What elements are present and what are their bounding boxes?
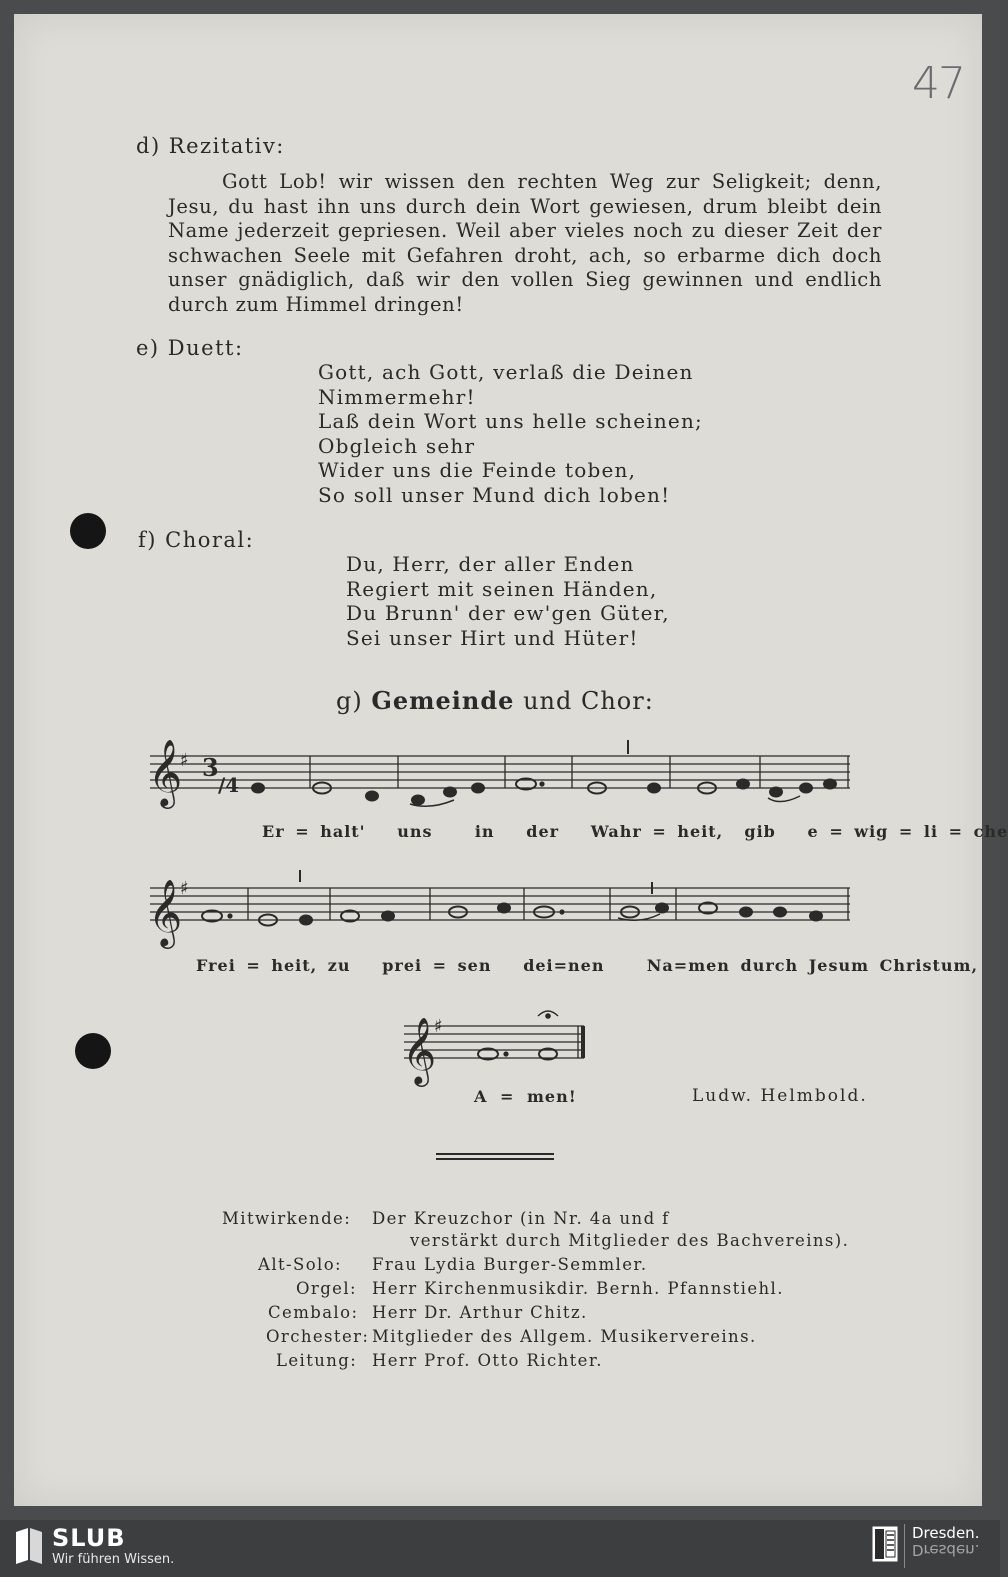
music-staff-1 [140, 726, 860, 806]
hymn-attribution: Ludw. Helmbold. [692, 1086, 868, 1106]
punch-hole [70, 513, 106, 549]
svg-text:3: 3 [202, 753, 219, 782]
svg-text:𝄞: 𝄞 [148, 738, 183, 806]
svg-text:♯: ♯ [434, 1016, 443, 1037]
verse-line: Sei unser Hirt und Hüter! [346, 625, 639, 650]
page-number: 47 [912, 58, 964, 109]
svg-text:♯: ♯ [180, 878, 189, 899]
section-f-verse [346, 552, 670, 650]
slub-brand[interactable]: SLUB [52, 1524, 126, 1552]
verse-line: Regiert mit seinen Händen, [346, 576, 658, 601]
section-d-heading: d) Rezitativ: [136, 134, 285, 158]
svg-text:/4: /4 [218, 773, 240, 797]
slub-book-icon[interactable] [12, 1526, 46, 1566]
verse-line: Gott, ach Gott, verlaß die Deinen [318, 360, 694, 384]
lyrics-line-3: A = men! [474, 1087, 577, 1106]
verse-line: So soll unser Mund dich loben! [318, 482, 671, 507]
section-g-heading [336, 686, 654, 715]
section-d-text: Gott Lob! wir wissen den rechten Weg zur Seligkeit; denn, Jesu, du hast ihn uns durch dein Wort gewiesen, drum bleibt dein Name jederzeit gepriesen. Weil aber vieles noch zu dieser Zeit der schwachen Seele mit Gefahren droht, ach, so erbarme dich doch unser gnädiglich, daß wir den vollen Sieg gewinnen und endlich durch zum Himmel dringen! [168, 170, 882, 316]
slub-tagline: Wir führen Wissen. [52, 1552, 175, 1567]
verse-line: Nimmermehr! [318, 384, 476, 409]
section-g-title-rest: und Chor: [523, 687, 654, 715]
verse-line: Du Brunn' der ew'gen Güter, [346, 601, 670, 626]
lyrics-line-2: Frei = heit, zu prei = sen dei=nen Na=men durch Jesum Christum, [196, 956, 979, 975]
punch-hole [75, 1033, 111, 1069]
dresden-wordmark-reflection: Dresden. [912, 1541, 980, 1559]
section-f-heading: f) Choral: [138, 528, 255, 552]
dresden-wordmark[interactable]: Dresden. [912, 1524, 980, 1542]
verse-line: Du, Herr, der aller Enden [346, 552, 635, 576]
section-g-title-bold: Gemeinde [371, 686, 515, 715]
divider-line [436, 1158, 554, 1160]
verse-line: Wider uns die Feinde toben, [318, 458, 637, 483]
dresden-crest-icon[interactable] [872, 1526, 898, 1562]
footer-separator [904, 1524, 905, 1568]
music-staff-3 [398, 1004, 594, 1088]
divider-line [436, 1153, 554, 1155]
footer-bar [0, 1520, 1000, 1577]
section-e-heading: e) Duett: [136, 336, 244, 360]
verse-line: Obgleich sehr [318, 433, 476, 458]
svg-text:𝄞: 𝄞 [402, 1016, 437, 1084]
section-g-label: g) [336, 687, 363, 715]
verse-line: Laß dein Wort uns helle scheinen; [318, 409, 703, 434]
music-staff-2 [140, 858, 860, 950]
svg-text:𝄞: 𝄞 [148, 878, 183, 946]
lyrics-line-1: Er = halt' uns in der Wahr = heit, gib e = wig = li = che [262, 822, 1008, 841]
svg-text:♯: ♯ [180, 750, 189, 771]
section-e-verse [318, 360, 703, 508]
